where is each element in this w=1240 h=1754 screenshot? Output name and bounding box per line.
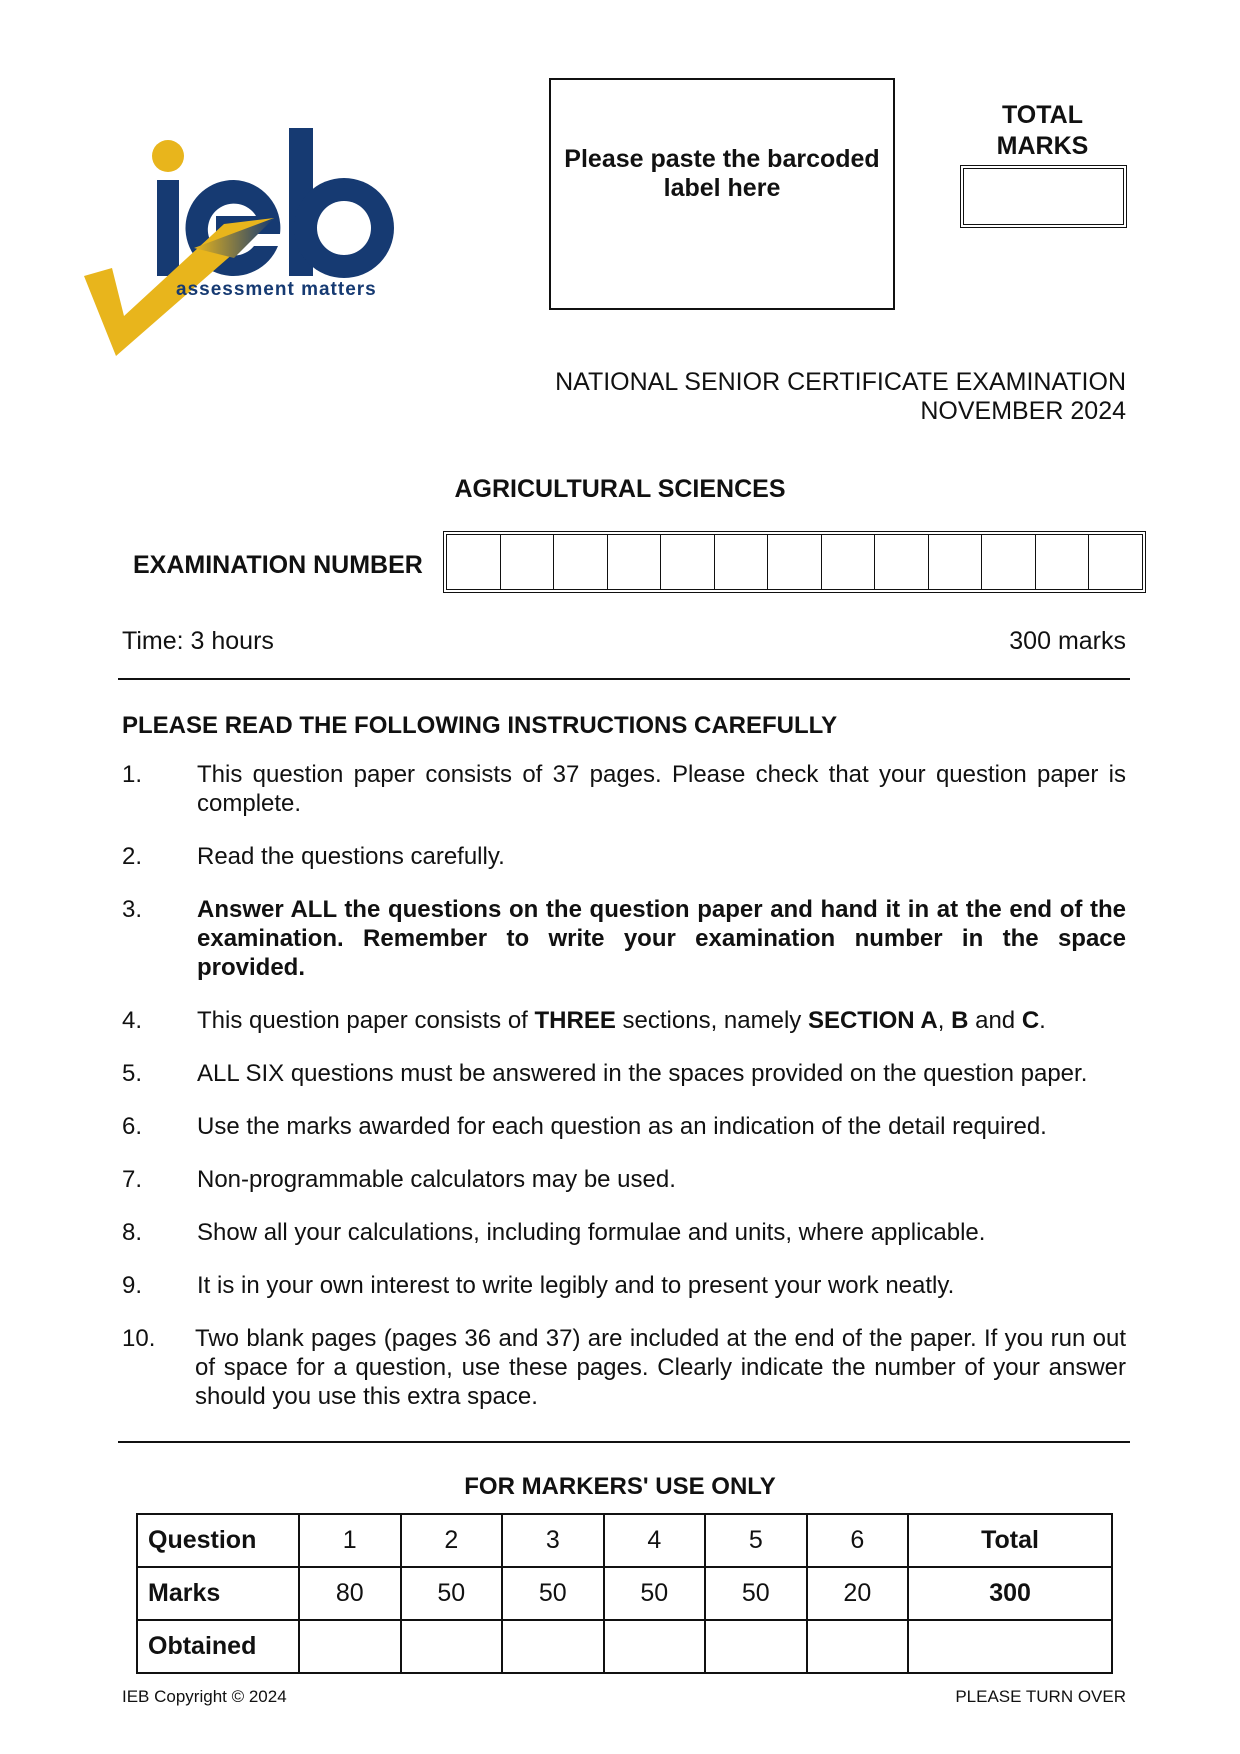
- obtained-cell: [299, 1620, 401, 1673]
- obtained-cell: [604, 1620, 706, 1673]
- exam-number-cell: [768, 535, 822, 589]
- barcode-label-text: Please paste the barcoded label here: [564, 145, 880, 202]
- total-marks-line2: MARKS: [996, 132, 1089, 160]
- marks-cell: 20: [807, 1567, 909, 1620]
- obtained-cell: [502, 1620, 604, 1673]
- exam-number-cell: [929, 535, 983, 589]
- exam-number-label: EXAMINATION NUMBER: [133, 551, 423, 579]
- instruction-text: This question paper consists of 37 pages. Please check that your question paper is complete.: [197, 761, 1126, 817]
- markers-table: [136, 1513, 1113, 1674]
- subject-title: AGRICULTURAL SCIENCES: [454, 475, 786, 503]
- instruction-text: Two blank pages (pages 36 and 37) are included at the end of the paper. If you run out of space for a question, use these pages. Clearly indicate the number of your answer should you use this extra space.: [195, 1325, 1126, 1410]
- marks-cell: 50: [604, 1567, 706, 1620]
- instruction-number: 2.: [122, 843, 143, 870]
- instruction-item: [122, 1112, 1126, 1141]
- divider-bottom: [118, 1441, 1130, 1443]
- footer-copyright: IEB Copyright © 2024: [122, 1687, 287, 1706]
- marks-total-cell: 300: [908, 1567, 1112, 1620]
- barcode-label-box: [549, 78, 895, 310]
- instruction-number: 8.: [122, 1219, 143, 1246]
- table-row: [137, 1514, 1112, 1567]
- row-label-marks: Marks: [137, 1567, 299, 1620]
- question-cell: 4: [604, 1514, 706, 1567]
- exam-number-cell: [447, 535, 501, 589]
- instruction-text: Show all your calculations, including formulae and units, where applicable.: [197, 1219, 986, 1246]
- table-row: [137, 1620, 1112, 1673]
- exam-number-grid: [443, 531, 1146, 593]
- question-cell: 6: [807, 1514, 909, 1567]
- instruction-item: [122, 1165, 1126, 1194]
- instruction-item: [122, 760, 1126, 818]
- instruction-item: [122, 1271, 1126, 1300]
- logo-tagline: assessment matters: [176, 279, 377, 300]
- exam-number-cell: [875, 535, 929, 589]
- instruction-text: Non-programmable calculators may be used.: [197, 1166, 676, 1193]
- instruction-item: [122, 1059, 1126, 1088]
- instruction-number: 5.: [122, 1060, 143, 1087]
- obtained-total-cell: [908, 1620, 1112, 1673]
- exam-number-cell: [501, 535, 555, 589]
- question-cell: 5: [705, 1514, 807, 1567]
- ieb-logo: [84, 128, 434, 368]
- instruction-text: Answer ALL the questions on the question paper and hand it in at the end of the examination. Remember to write your examination number in the space provided.: [197, 896, 1126, 981]
- exam-number-cell: [608, 535, 662, 589]
- obtained-cell: [807, 1620, 909, 1673]
- row-label-question: Question: [137, 1514, 299, 1567]
- instruction-number: 10.: [122, 1325, 156, 1352]
- obtained-cell: [705, 1620, 807, 1673]
- exam-title-line1: NATIONAL SENIOR CERTIFICATE EXAMINATION: [555, 368, 1126, 396]
- exam-title: [555, 368, 1126, 426]
- obtained-cell: [401, 1620, 503, 1673]
- instruction-item: [122, 1006, 1126, 1035]
- marks-cell: 50: [401, 1567, 503, 1620]
- instruction-number: 4.: [122, 1007, 143, 1034]
- row-label-obtained: Obtained: [137, 1620, 299, 1673]
- instruction-number: 9.: [122, 1272, 143, 1299]
- question-cell: 1: [299, 1514, 401, 1567]
- total-marks-label: [960, 100, 1125, 162]
- footer-turn-over: PLEASE TURN OVER: [955, 1687, 1126, 1706]
- divider-top: [118, 678, 1130, 680]
- total-marks-line1: TOTAL: [1001, 101, 1083, 129]
- instruction-item: [122, 895, 1126, 982]
- exam-total-marks: 300 marks: [1009, 627, 1126, 655]
- instruction-item: [122, 1324, 1126, 1411]
- instruction-number: 1.: [122, 761, 143, 788]
- instruction-item: [122, 842, 1126, 871]
- instruction-number: 7.: [122, 1166, 143, 1193]
- total-marks-box: [960, 165, 1127, 228]
- instruction-text: It is in your own interest to write legibly and to present your work neatly.: [197, 1272, 955, 1299]
- marks-cell: 80: [299, 1567, 401, 1620]
- exam-number-cell: [982, 535, 1036, 589]
- question-total-header: Total: [908, 1514, 1112, 1567]
- exam-number-cell: [661, 535, 715, 589]
- marks-cell: 50: [502, 1567, 604, 1620]
- instruction-number: 3.: [122, 896, 143, 923]
- instruction-text: This question paper consists of THREE sections, namely SECTION A, B and C.: [197, 1007, 1046, 1034]
- question-cell: 3: [502, 1514, 604, 1567]
- markers-heading: FOR MARKERS' USE ONLY: [464, 1473, 776, 1500]
- exam-title-line2: NOVEMBER 2024: [920, 397, 1126, 425]
- instruction-text: ALL SIX questions must be answered in the spaces provided on the question paper.: [197, 1060, 1088, 1087]
- instruction-item: [122, 1218, 1126, 1247]
- marks-cell: 50: [705, 1567, 807, 1620]
- ieb-logo-graphic: [84, 128, 434, 368]
- exam-number-cell: [1089, 535, 1142, 589]
- exam-number-cell: [715, 535, 769, 589]
- exam-time: Time: 3 hours: [122, 627, 274, 655]
- question-cell: 2: [401, 1514, 503, 1567]
- table-row: [137, 1567, 1112, 1620]
- exam-number-cell: [822, 535, 876, 589]
- instruction-text: Read the questions carefully.: [197, 843, 505, 870]
- exam-number-cell: [554, 535, 608, 589]
- instruction-text: Use the marks awarded for each question as an indication of the detail required.: [197, 1113, 1047, 1140]
- exam-number-cell: [1036, 535, 1090, 589]
- instruction-number: 6.: [122, 1113, 143, 1140]
- instructions-heading: PLEASE READ THE FOLLOWING INSTRUCTIONS CAREFULLY: [122, 712, 838, 739]
